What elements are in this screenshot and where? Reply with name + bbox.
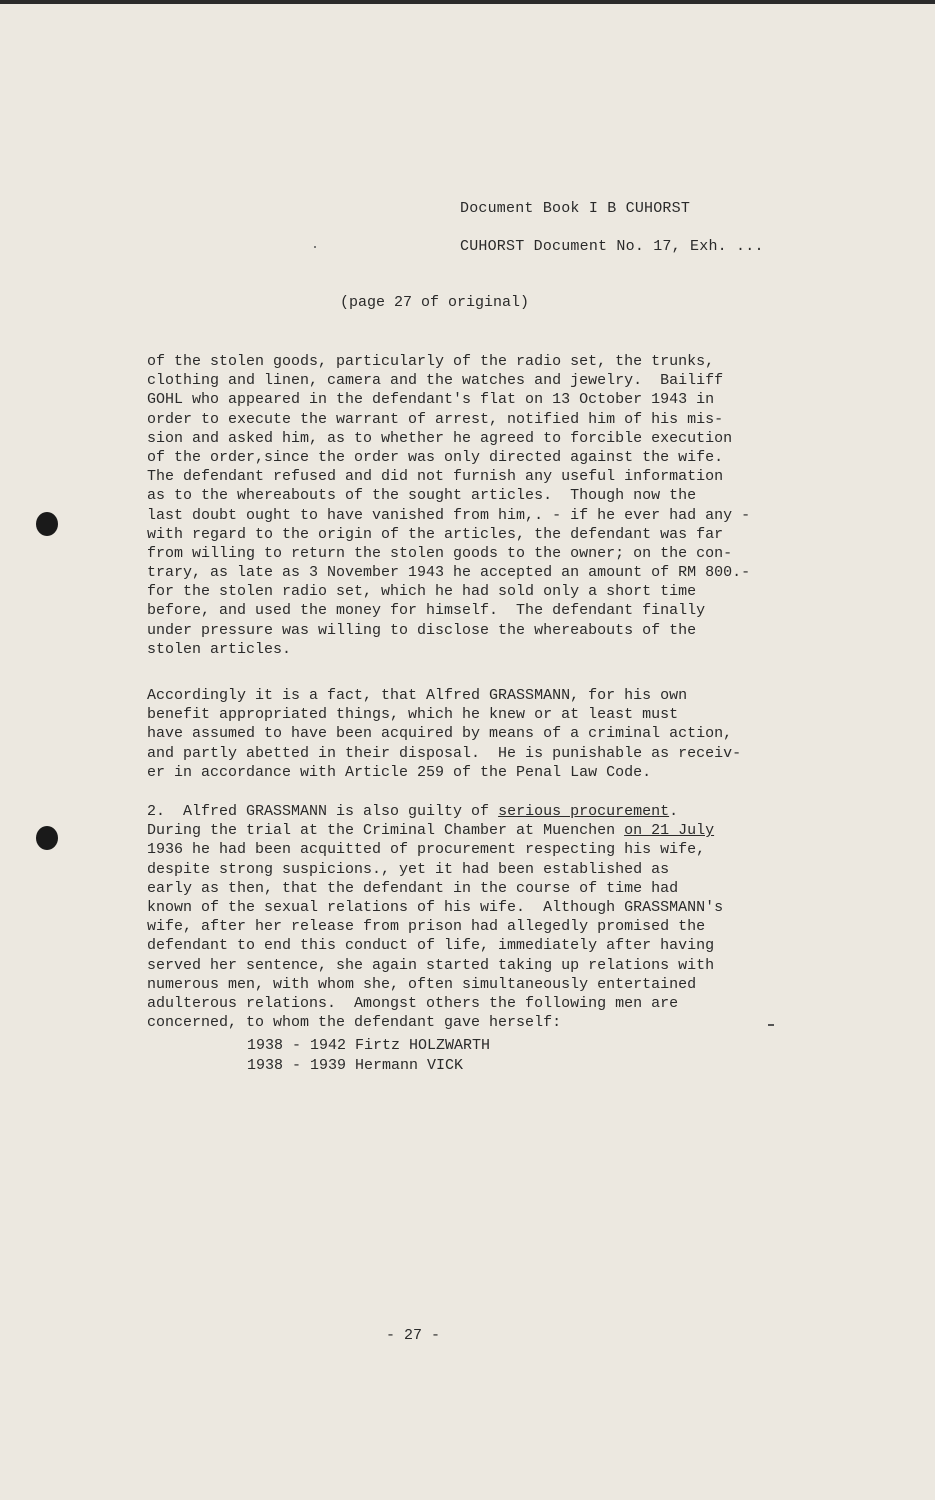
text-line: early as then, that the defendant in the course of time had	[147, 879, 679, 897]
list-item: 1938 - 1939 Hermann VICK	[247, 1057, 464, 1074]
paragraph-stolen-goods	[147, 352, 797, 659]
document-book-title: Document Book I B CUHORST	[460, 200, 691, 217]
text-segment: During the trial at the Criminal Chamber at Muenchen	[147, 822, 625, 840]
text-line: of the order,since the order was only directed against the wife.	[147, 448, 724, 466]
men-list	[247, 1036, 490, 1076]
text-line: known of the sexual relations of his wife. Although GRASSMANN's	[147, 898, 724, 916]
text-line: and partly abetted in their disposal. He is punishable as receiv-	[147, 744, 742, 762]
paragraph-receiver	[147, 686, 797, 782]
text-line: clothing and linen, camera and the watches and jewelry. Bailiff	[147, 372, 724, 390]
stray-mark	[314, 246, 316, 248]
text-line: adulterous relations. Amongst others the following men are	[147, 994, 679, 1012]
text-line: of the stolen goods, particularly of the radio set, the trunks,	[147, 353, 715, 370]
text-line: despite strong suspicions., yet it had been established as	[147, 860, 670, 878]
underlined-phrase: serious procurement	[498, 803, 670, 820]
text-line: stolen articles.	[147, 640, 292, 658]
text-line: 1936 he had been acquitted of procurement respecting his wife,	[147, 841, 706, 859]
text-line: served her sentence, she again started taking up relations with	[147, 956, 715, 974]
page-of-original: (page 27 of original)	[340, 294, 530, 311]
scan-top-edge	[0, 0, 935, 4]
text-line: order to execute the warrant of arrest, notified him of his mis-	[147, 410, 724, 428]
margin-mark	[768, 1024, 774, 1026]
text-line	[147, 802, 797, 821]
text-line: have assumed to have been acquired by means of a criminal action,	[147, 725, 733, 743]
text-line: with regard to the origin of the articles, the defendant was far	[147, 525, 724, 543]
text-line: last doubt ought to have vanished from him,. - if he ever had any -	[147, 506, 751, 524]
text-line: for the stolen radio set, which he had sold only a short time	[147, 583, 697, 601]
text-line: trary, as late as 3 November 1943 he accepted an amount of RM 800.-	[147, 564, 751, 582]
text-line: concerned, to whom the defendant gave herself:	[147, 1014, 562, 1032]
text-line: Accordingly it is a fact, that Alfred GRASSMANN, for his own	[147, 687, 688, 704]
text-line: sion and asked him, as to whether he agreed to forcible execution	[147, 429, 733, 447]
text-line: er in accordance with Article 259 of the Penal Law Code.	[147, 763, 652, 781]
punch-hole-top	[36, 512, 58, 536]
document-number: CUHORST Document No. 17, Exh. ...	[460, 238, 764, 255]
text-segment: 2. Alfred GRASSMANN is also guilty of	[147, 803, 499, 820]
page-number: - 27 -	[386, 1327, 441, 1344]
text-line: defendant to end this conduct of life, immediately after having	[147, 937, 715, 955]
underlined-date: on 21 July	[624, 822, 715, 840]
text-line: The defendant refused and did not furnish any useful information	[147, 468, 724, 486]
text-line: before, and used the money for himself. The defendant finally	[147, 602, 706, 620]
text-line: numerous men, with whom she, often simultaneously entertained	[147, 975, 697, 993]
text-line: benefit appropriated things, which he knew or at least must	[147, 706, 679, 724]
text-line: as to the whereabouts of the sought articles. Though now the	[147, 487, 697, 505]
text-line: wife, after her release from prison had allegedly promised the	[147, 918, 706, 936]
text-line: GOHL who appeared in the defendant's flat on 13 October 1943 in	[147, 391, 715, 409]
punch-hole-bottom	[36, 826, 58, 850]
text-segment: .	[669, 803, 679, 820]
text-line: under pressure was willing to disclose the whereabouts of the	[147, 621, 697, 639]
text-line: from willing to return the stolen goods to the owner; on the con-	[147, 544, 733, 562]
text-line	[147, 821, 797, 840]
list-item: 1938 - 1942 Firtz HOLZWARTH	[247, 1037, 491, 1054]
paragraph-procurement	[147, 802, 797, 1032]
